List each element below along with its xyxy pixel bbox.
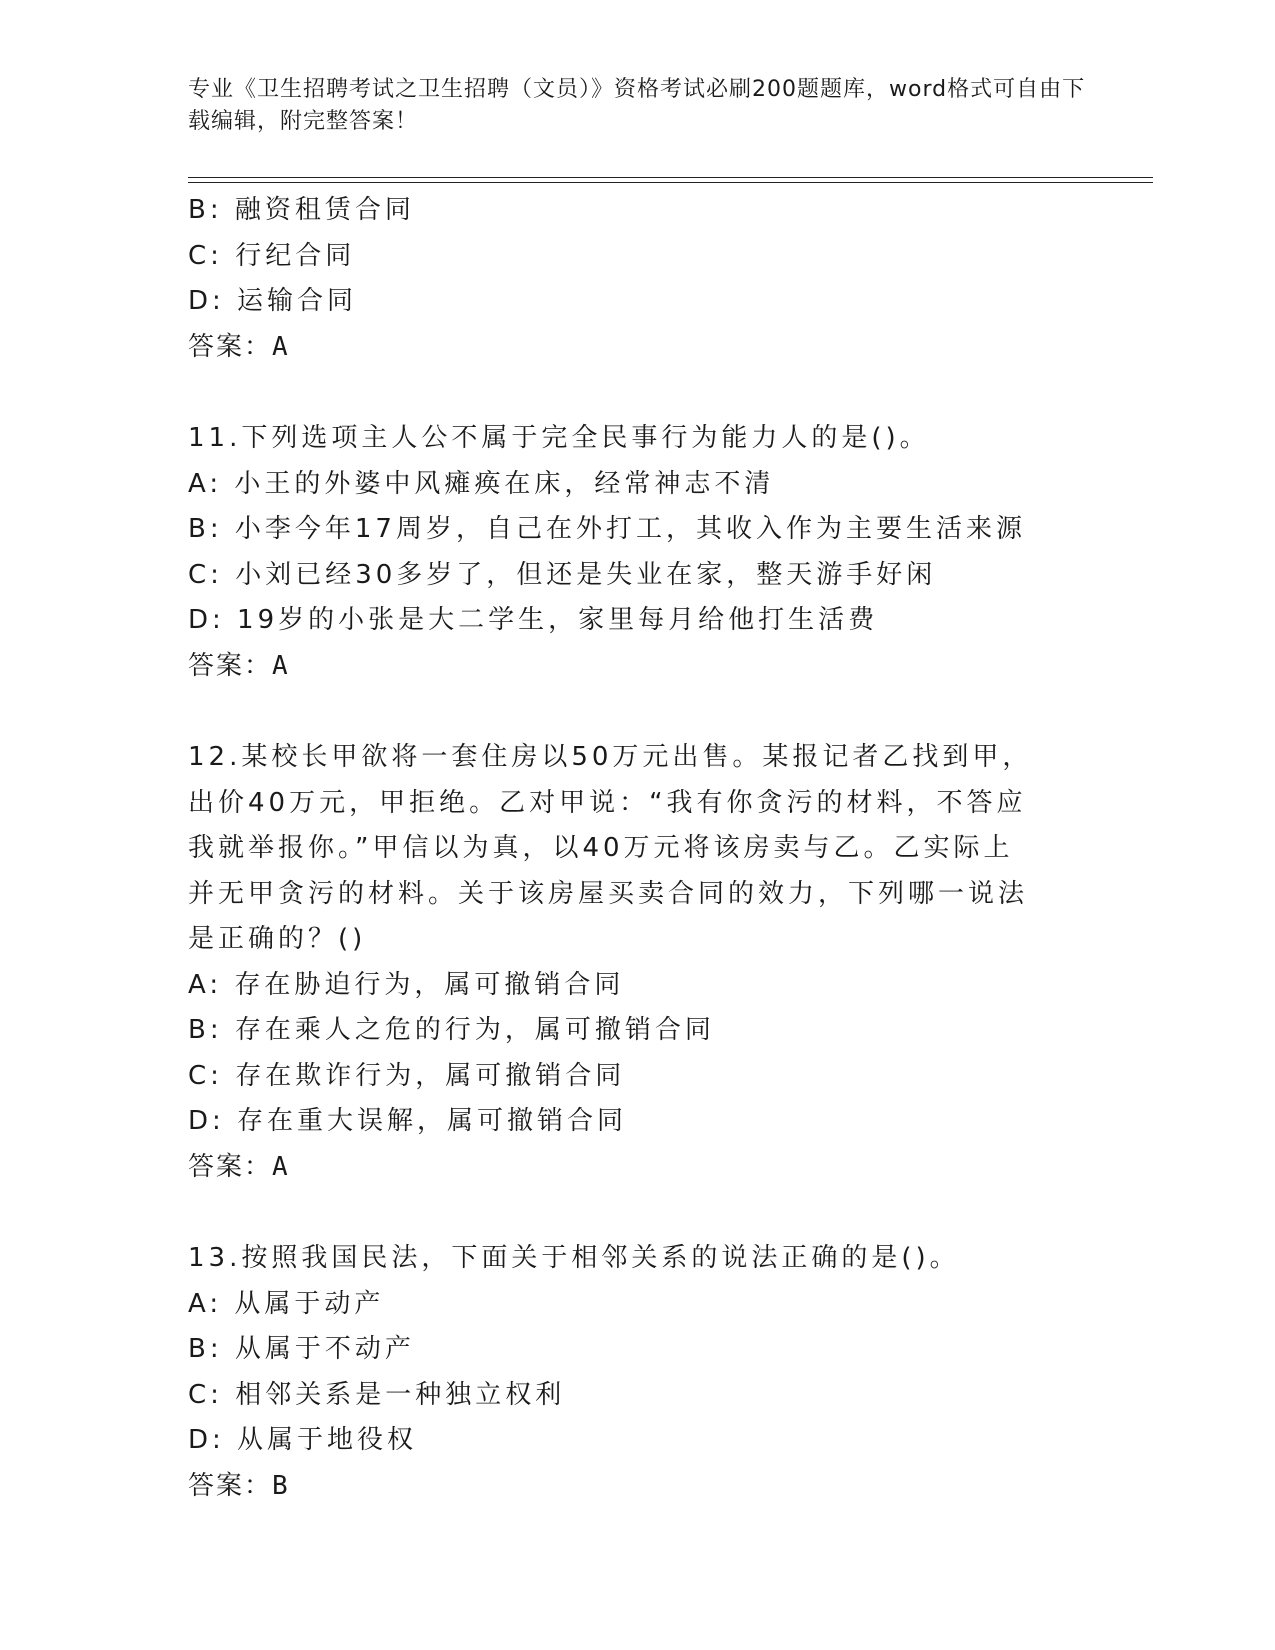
question-10-continuation [188,188,1088,370]
question-list [188,188,1088,1509]
answer: 答案：A [188,650,290,681]
option-d: D: 存在重大误解，属可撤销合同 [188,1106,628,1136]
question-11 [188,416,1088,689]
question-stem: 11.下列选项主人公不属于完全民事行为能力人的是()。 [188,423,930,453]
option-a: A: 小王的外婆中风瘫痪在床，经常神志不清 [188,468,775,499]
question-stem: 13.按照我国民法，下面关于相邻关系的说法正确的是()。 [188,1243,960,1273]
question-stem: 12.某校长甲欲将一套住房以50万元出售。某报记者乙找到甲，出价40万元，甲拒绝。乙对甲说：“我有你贪污的材料，不答应我就举报你。”甲信以为真，以40万元将该房卖与乙。乙实际上并无甲贪污的材料。关于该房屋买卖合同的效力，下列哪一说法是正确的？() [188,742,1033,954]
document-header: 专业《卫生招聘考试之卫生招聘（文员）》资格考试必刷200题题库，word格式可自由下载编辑，附完整答案！ [188,77,1086,134]
option-a: A: 从属于动产 [188,1288,385,1319]
option-c: C: 行纪合同 [188,240,356,271]
answer: 答案：A [188,1151,290,1182]
option-b: B: 存在乘人之危的行为，属可撤销合同 [188,1015,715,1045]
header-divider-bottom [188,182,1153,183]
answer: 答案：B [188,1470,290,1501]
question-13 [188,1236,1088,1509]
option-c: C: 存在欺诈行为，属可撤销合同 [188,1060,626,1091]
option-b: B: 小李今年17周岁，自己在外打工，其收入作为主要生活来源 [188,514,1026,544]
option-b: B: 从属于不动产 [188,1334,415,1364]
option-d: D: 19岁的小张是大二学生，家里每月给他打生活费 [188,605,879,635]
header-divider-top [188,177,1153,178]
answer: 答案：A [188,331,290,362]
option-c: C: 小刘已经30多岁了，但还是失业在家，整天游手好闲 [188,559,937,590]
option-c: C: 相邻关系是一种独立权利 [188,1379,566,1410]
question-12 [188,735,1088,1190]
option-b: B: 融资租赁合同 [188,195,415,225]
option-d: D: 从属于地役权 [188,1425,418,1455]
option-a: A: 存在胁迫行为，属可撤销合同 [188,969,625,1000]
option-d: D: 运输合同 [188,286,358,316]
